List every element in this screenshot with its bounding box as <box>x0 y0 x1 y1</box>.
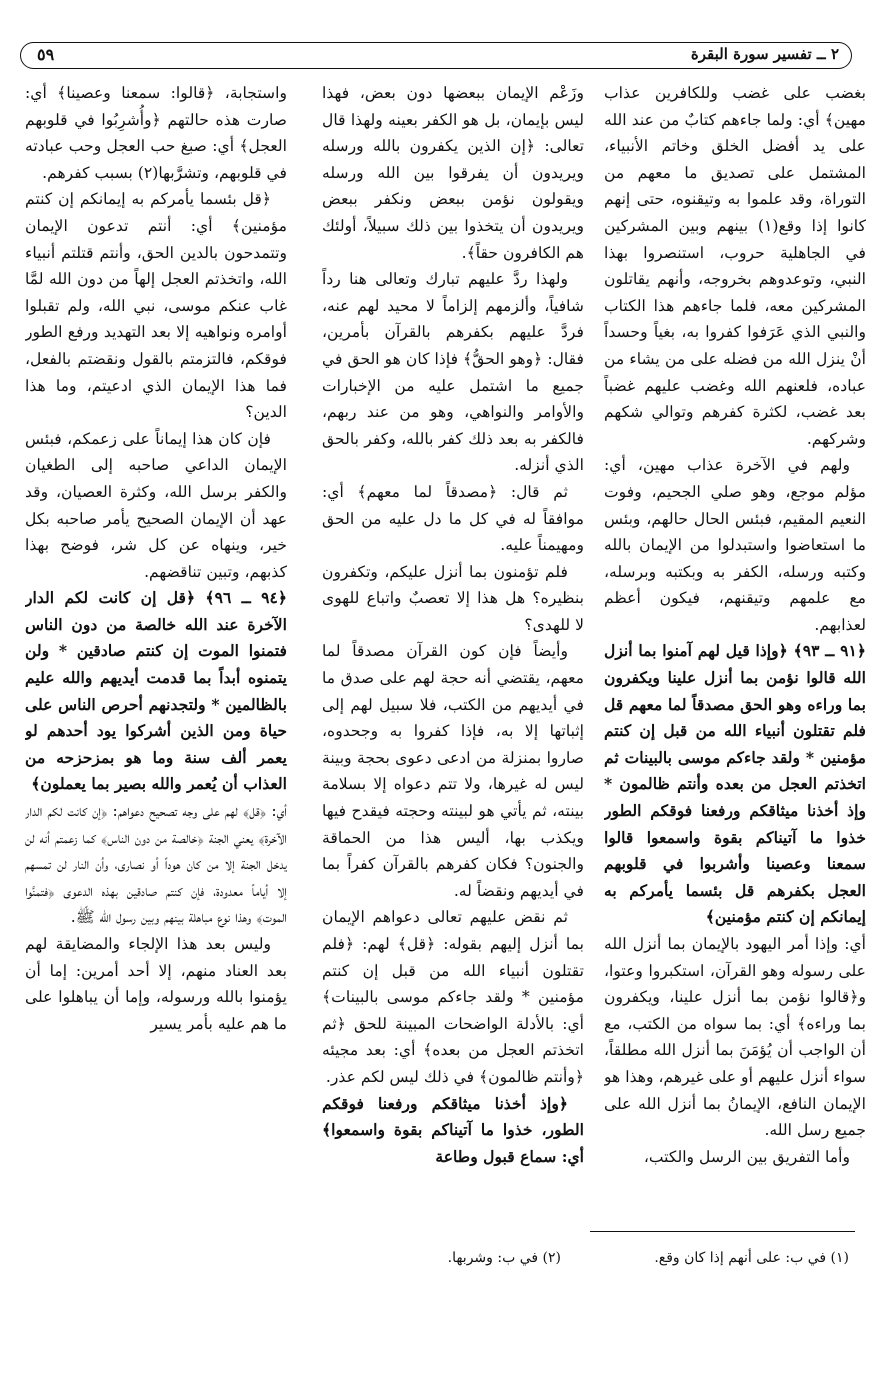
paragraph: ثم قال: ﴿مصدقاً لما معهم﴾ أي: موافقاً له في كل ما دل عليه من الحق ومهيمناً عليه. <box>322 482 584 555</box>
column-left <box>25 80 287 1225</box>
paragraph: ولهذا ردَّ عليهم تبارك وتعالى هنا رداً شافياً، وألزمهم إلزاماً لا محيد لهم عنه، فردَّ عليهم بكفرهم بالقرآن بأمرين، فقال: ﴿وهو الحقُّ﴾ فإذا كان هو الحق في جميع ما اشتمل عليه من الإخبارات والأوامر والنواهي، وهو من عند ربهم، فالكفر به بعد ذلك كفر بالله، وكفر بالحق الذي أنزله. <box>322 270 584 475</box>
paragraph: فإن كان هذا إيماناً على زعمكم، فبئس الإيمان الداعي صاحبه إلى الطغيان والكفر برسل الله، وكثرة العصيان، وقد عهد أن الإيمان الصحيح يأمر صاحبه بكل خير، وينهاه عن كل شر، فوضح بهذا كذبهم، وتبين تناقضهم. <box>25 429 287 581</box>
paragraph: ثم نقض عليهم تعالى دعواهم الإيمان بما أنزل إليهم بقوله: ﴿قل﴾ لهم: ﴿فلم تقتلون أنبياء الله من قبل إن كنتم مؤمنين * ولقد جاءكم موسى بالبينات﴾ أي: بالأدلة الواضحات المبينة للحق ﴿ثم اتخذتم العجل من بعده﴾ أي: بعد مجيئه ﴿وأنتم ظالمون﴾ في ذلك ليس لكم عذر. <box>322 908 584 1086</box>
verse-block: ﴿وإذ أخذنا ميثاقكم ورفعنا فوقكم الطور، خذوا ما آتيناكم بقوة واسمعوا﴾ أي: سماع قبول وطاعة <box>322 1093 584 1166</box>
verse-block: ﴿٩١ ــ ٩٣﴾ ﴿وإذا قيل لهم آمنوا بما أنزل الله قالوا نؤمن بما أنزل علينا ويكفرون بما وراءه وهو الحق مصدقاً لما معهم قل فلم تقتلون أنبياء الله من قبل إن كنتم مؤمنين * ولقد جاءكم موسى بالبينات ثم اتخذتم العجل من بعده وأنتم ظالمون * وإذ أخذنا ميثاقكم ورفعنا فوقكم الطور خذوا ما آتيناكم بقوة واسمعوا قالوا سمعنا وعصينا وأشربوا في قلوبهم العجل بكفرهم قل بئسما يأمركم به إيمانكم إن كنتم مؤمنين﴾ <box>604 641 866 927</box>
paragraph: واستجابة، ﴿قالوا: سمعنا وعصينا﴾ أي: صارت هذه حالتهم ﴿وأُشرِبُوا في قلوبهم العجل﴾ أي: صبغ حب العجل وحب عبادته في قلوبهم، وتشرَّبها(٢) بسبب كفرهم. <box>25 84 287 182</box>
running-title: ٢ ــ تفسير سورة البقرة <box>690 45 839 63</box>
page-number: ٥٩ <box>37 45 55 64</box>
paragraph: أي: وإذا أمر اليهود بالإيمان بما أنزل الله على رسوله وهو القرآن، استكبروا وعتوا، و﴿قالوا نؤمن بما أنزل علينا، ويكفرون بما وراءه﴾ أي: بما سواه من الكتب، مع أن الواجب أن يُؤمَنَ بما أنزل الله مطلقاً، سواء أنزل عليهم أو على غيرهم، وهذا هو الإيمان النافع، الإيمانُ بما أنزل الله على جميع رسل الله. <box>604 935 866 1140</box>
page-header <box>20 42 852 69</box>
paragraph: بغضب على غضب وللكافرين عذاب مهين﴾ أي: ولما جاءهم كتابٌ من عند الله على يد أفضل الخلق وخاتم الأنبياء، المشتمل على تصديق ما معهم من التوراة، وقد علموا به وتيقنوه، حتى إنهم كانوا إذا وقع(١) بينهم وبين المشركين في الجاهلية حروب، استنصروا بهذا النبي، وتوعدوهم بخروجه، وأنهم يقاتلون المشركين معه، فلما جاءهم هذا الكتاب والنبي الذي عَرَفوا كفروا به، بغياً وحسداً أنْ ينزل الله من فضله على من يشاء من عباده، فلعنهم الله وغضب عليهم غضباً بعد غضب، لكثرة كفرهم وتوالي شكهم وشركهم. <box>604 84 866 448</box>
paragraph: وأيضاً فإن كون القرآن مصدقاً لما معهم، يقتضي أنه حجة لهم على صدق ما في أيديهم من الكتب، فلا سبيل لهم إلى إثباتها إلا به، فإذا كفروا به وجحدوه، صاروا بمنزلة من ادعى دعوى بحجة وبينة ليس له غيرها، ولا تتم دعواه إلا بسلامة بينته، ثم يأتي هو لبينته وحجته فيقدح فيها ويكذب بها، أليس هذا من الحماقة والجنون؟ فكان كفرهم بالقرآن كفراً بما في أيديهم ونقضاً له. <box>322 642 584 900</box>
column-middle <box>322 80 584 1225</box>
paragraph: ولهم في الآخرة عذاب مهين، أي: مؤلم موجع، وهو صلي الجحيم، وفوت النعيم المقيم، فبئس الحال حالهم، وبئس ما استعاضوا واستبدلوا من الإيمان بالله وكتبه ورسله، الكفر به وبكتبه وبرسله، مع علمهم وتيقنهم، فيكون أعظم لعذابهم. <box>604 456 866 634</box>
verse-block: ﴿٩٤ ــ ٩٦﴾ ﴿قل إن كانت لكم الدار الآخرة عند الله خالصة من دون الناس فتمنوا الموت إن كنتم صادقين * ولن يتمنوه أبداً بما قدمت أيديهم والله عليم بالظالمين * ولتجدنهم أحرص الناس على حياة ومن الذين أشركوا يود أحدهم لو يعمر ألف سنة وما هو بمزحزحه من العذاب أن يُعمر والله بصير بما يعملون﴾ <box>25 588 287 794</box>
paragraph: أي: ﴿قل﴾ لهم على وجه تصحيح دعواهم: ﴿إن كانت لكم الدار الآخرة﴾ يعني الجنة ﴿خالصة من دون الناس﴾ كما زعمتم أنه لن يدخل الجنة إلا من كان هوداً أو نصارى، وأن النار لن تمسهم إلا أياماً معدودة، فإن كنتم صادقين بهذه الدعوى ﴿فتمنَّوا الموت﴾ وهذا نوع مباهلة بينهم وبين رسول الله ﷺ. <box>25 802 287 927</box>
paragraph: فلم تؤمنون بما أنزل عليكم، وتكفرون بنظيره؟ هل هذا إلا تعصبٌ واتباع للهوى لا للهدى؟ <box>322 562 584 634</box>
footnote-2: (٢) في ب: وشربها. <box>447 1250 561 1266</box>
paragraph: وليس بعد هذا الإلجاء والمضايقة لهم بعد العناد منهم، إلا أحد أمرين: إما أن يؤمنوا بالله ورسوله، وإما أن يباهلوا على ما هم عليه بأمر يسير <box>25 935 287 1033</box>
paragraph: ﴿قل بئسما يأمركم به إيمانكم إن كنتم مؤمنين﴾ أي: أنتم تدعون الإيمان وتتمدحون بالدين الحق، وأنتم قتلتم أنبياء الله، واتخذتم العجل إلهاً من دون الله لمَّا غاب عنكم موسى، نبي الله، ولم تقبلوا أوامره ونواهيه إلا بعد التهديد ورفع الطور فوقكم، فالتزمتم بالقول ونقضتم بالفعل، فما هذا الإيمان الذي ادعيتم، وما هذا الدين؟ <box>25 190 287 422</box>
column-right <box>604 80 866 1225</box>
paragraph: وزَعْم الإيمان ببعضها دون بعض، فهذا ليس بإيمان، بل هو الكفر بعينه ولهذا قال تعالى: ﴿إن الذين يكفرون بالله ورسله ويريدون أن يفرقوا بين الله ورسله ويقولون نؤمن ببعض ونكفر ببعض ويريدون أن يتخذوا بين ذلك سبيلاً، أولئك هم الكافرون حقاً﴾. <box>322 84 584 262</box>
footnote-separator <box>590 1231 855 1232</box>
footnote-1: (١) في ب: على أنهم إذا كان وقع. <box>654 1250 849 1266</box>
paragraph: وأما التفريق بين الرسل والكتب، <box>643 1147 850 1166</box>
